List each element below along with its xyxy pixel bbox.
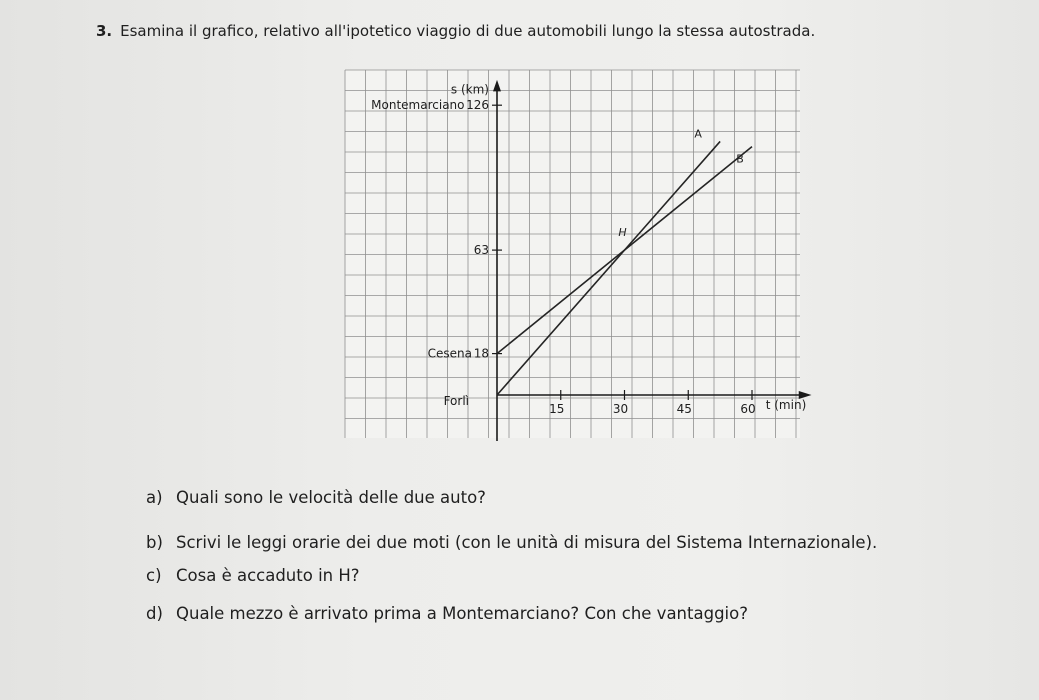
exercise-text: Esamina il grafico, relativo all'ipotetico viaggio di due automobili lungo la stessa autostrada. [120,22,816,40]
y-tick-label: 126 [466,98,489,113]
y-axis-label: s (km) [450,82,489,97]
question-text: Scrivi le leggi orarie dei due moti (con le unità di misura del Sistema Internazionale). [176,533,878,552]
x-tick-label: 15 [549,402,565,416]
y-place-label: Cesena [427,346,472,361]
series-label-B: B [736,152,744,166]
question-text: Cosa è accaduto in H? [176,566,360,585]
question-text: Quale mezzo è arrivato prima a Montemarciano? Con che vantaggio? [176,604,748,623]
x-tick-label: 45 [676,402,692,416]
question-b [146,533,877,552]
y-tick-label: 63 [473,243,489,258]
question-letter: c) [146,566,162,585]
intersection-label-H: H [618,226,627,240]
question-letter: a) [146,488,163,507]
x-axis-label: t (min) [765,398,807,412]
x-tick-label: 30 [612,402,629,416]
graph-paper [345,70,800,438]
y-place-label: Montemarciano [371,98,465,113]
grid [345,70,800,438]
y-tick-label: 18 [473,346,489,361]
question-a [146,488,486,507]
question-letter: b) [146,533,163,552]
question-c [146,566,360,585]
series-label-A: A [694,127,702,141]
question-text: Quali sono le velocità delle due auto? [176,488,486,507]
origin-place-label: Forlì [443,394,469,408]
x-tick-label: 60 [740,402,756,416]
exercise-number: 3. [96,22,113,40]
question-letter: d) [146,604,163,623]
question-d [146,604,748,623]
